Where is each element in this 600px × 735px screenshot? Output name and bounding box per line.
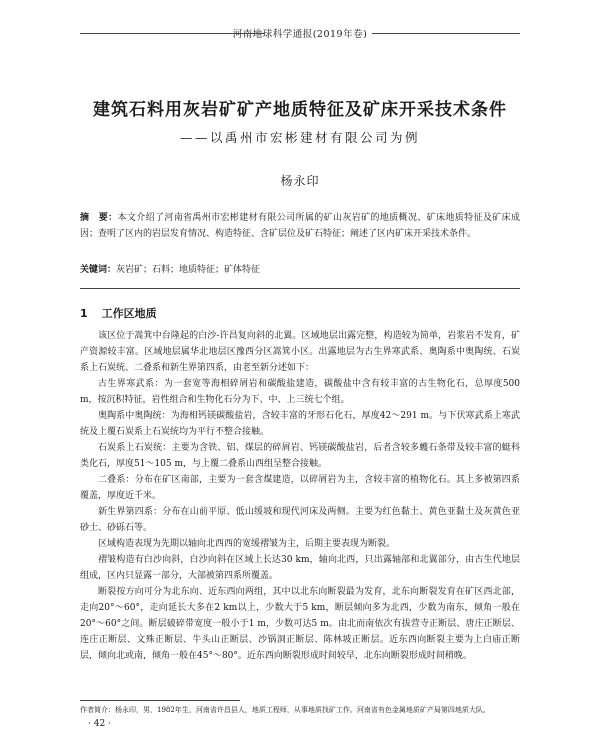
author-name: 杨永印 [280,174,320,188]
abstract [80,210,520,242]
header-rule-right [372,33,520,34]
paragraph: 断裂按方向可分为北东向、近东西向两组，其中以北东向断裂最为发育，北东向断裂发育在矿区西北部，走向20°～60°，走向延长大多在2 km以上，少数大于5 km，断层倾向多为北西，少数为南东，倾角一般在20°～60°之间。断层破碎带宽度一般小于1 m，少数可达5 m。由北而南依次有拔营寺正断层、唐庄正断层、连庄正断层、文殊正断层、牛头山正断层、沙锅洞正断层、陈林坡正断层。近东西向断裂主要为上白庙正断层，倾向北或南，倾角一般在45°～80°。近东西向断裂形成时间较早，北东向断裂形成时间稍晚。 [80,587,520,661]
footnote-rule [80,700,240,701]
keywords-text: 灰岩矿；石料；地质特征；矿体特征 [116,265,261,275]
keywords [80,262,520,278]
page-number: · 42 · [88,719,111,729]
paragraph: 新生界第四系：分布在山前平原、低山缓坡和现代河床及两侧。主要为红色黏土、黄色亚黏土及灰黄色亚砂土、砂砾石等。 [80,507,520,533]
header-rule-left [80,33,265,34]
paragraph: 古生界寒武系：为一套宽等海相碎屑岩和碳酸盐建造，碳酸盐中含有较丰富的古生物化石，总厚度500 m，按沉积特征，岩性组合和生物化石分为下、中、上三统七个组。 [80,379,520,405]
section-title: 工作区地质 [101,307,157,320]
paragraph: 石炭系上石炭统：主要为含铁、铝、煤层的碎屑岩、钙镁碳酸盐岩，后者含较多蠖石条带及较丰富的蜓科类化石，厚度51～105 m，与上覆二叠系山西组呈整合接触。 [80,443,520,469]
keywords-label: 关键词： [80,265,117,275]
paragraph: 奥陶系中奥陶统：为海相钙镁碳酸盐岩，含较丰富的牙形石化石，厚度42～291 m。与下伏寒武系上寒武统及上覆石炭系上石炭统均为平行不整合接触。 [80,411,520,437]
paragraph: 褶皱构造有白沙向斜，白沙向斜在区域上长达30 km，轴向北西，只出露轴部和北翼部分，由古生代地层组成，区内只显露一部分，大部被第四系所覆盖。 [80,555,520,581]
article-title: 建筑石料用灰岩矿矿产地质特征及矿床开采技术条件 [93,100,507,120]
abstract-separator [80,288,520,289]
section-heading [80,305,157,321]
paragraph: 二叠系：分布在矿区南部，主要为一套含煤建造，以碎屑岩为主，含较丰富的植物化石。其上多被第四系覆盖，厚度近千米。 [80,475,520,501]
paragraph: 该区位于嵩箕中台隆起的白沙-许昌复向斜的北翼。区域地层出露完整，构造较为简单，岩浆岩不发育，矿产资源较丰富。区域地层属华北地层区豫西分区嵩箕小区。出露地层为古生界寒武系、奥陶系中奥陶统、石炭系上石炭统、二叠系和新生界第四系，由老至新分述如下： [80,331,520,373]
running-head: 河南地球科学通报(2019年卷) [232,29,368,40]
abstract-label: 摘 要： [80,213,118,223]
paragraph: 区域构造表现为先期以轴向北西西的宽缓褶皱为主，后期主要表现为断裂。 [98,539,396,549]
section-number: 1 [80,307,88,320]
body-text [80,328,520,664]
article-subtitle: ——以禹州市宏彬建材有限公司为例 [179,130,420,145]
abstract-text: 本文介绍了河南省禹州市宏彬建材有限公司所属的矿山灰岩矿的地质概况、矿床地质特征及矿床成因；查明了区内的岩层发育情况、构造特征、含矿层位及矿石特征；阐述了区内矿床开采技术条件。 [80,213,520,239]
footnote: 作者简介：杨永印，男，1982年生，河南省许昌县人，地质工程师，从事地质找矿工作。河南省有色金属地质矿产局第四地质大队。 [80,706,490,714]
